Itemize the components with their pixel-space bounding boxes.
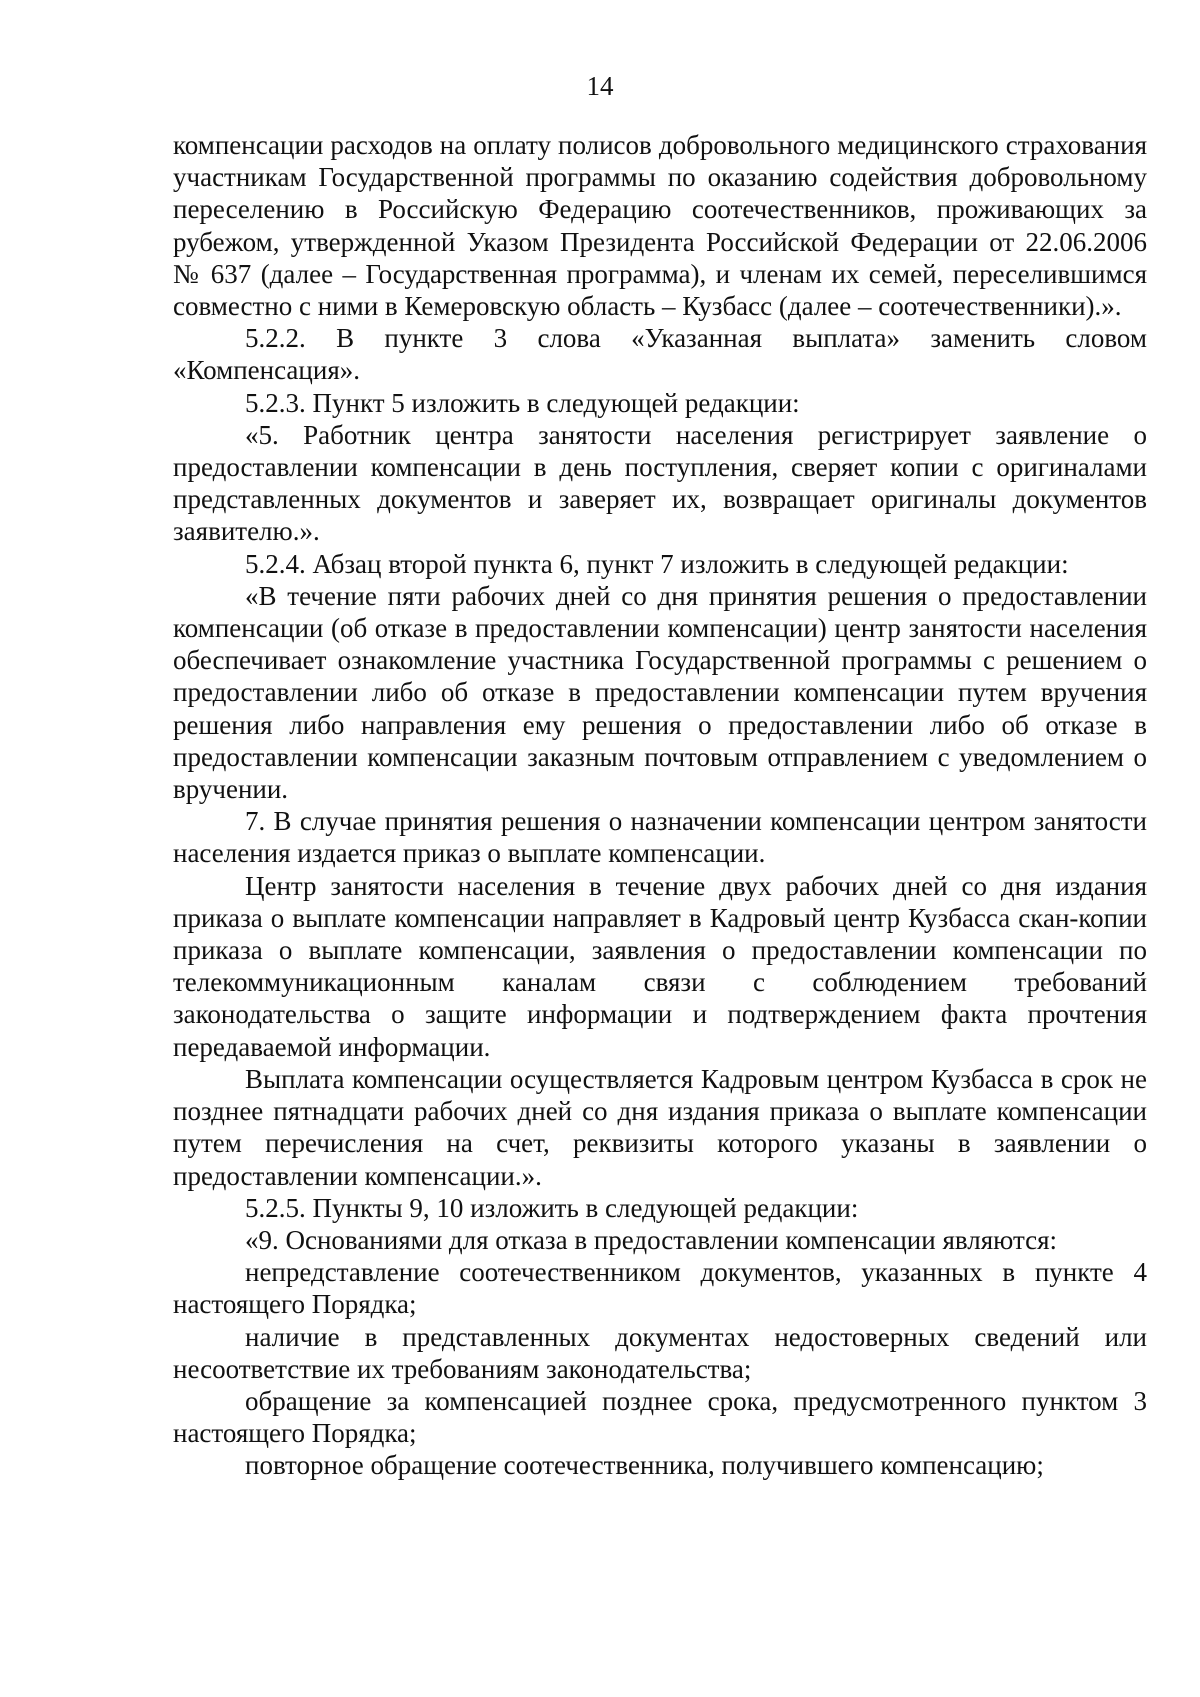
- paragraph-15: повторное обращение соотечественника, получившего компенсацию;: [245, 1450, 1044, 1481]
- paragraph-8: Центр занятости населения в течение двух рабочих дней со дня издания приказа о выплате компенсации направляет в Кадровый центр Кузбасса скан-копии приказа о выплате компенсации, заявления о предоставлении компенсации по телекоммуникационным каналам связи с соблюдением требований законодательства о защите информации и подтверждением факта прочтения передаваемой информации.: [173, 870, 1147, 1062]
- paragraph-1: компенсации расходов на оплату полисов добровольного медицинского страхования участникам Государственной программы по оказанию содействия добровольному переселению в Российскую Федерацию соотечественников, проживающих за рубежом, утвержденной Указом Президента Российской Федерации от 22.06.2006 № 637 (далее – Государственная программа), и членам их семей, переселившимся совместно с ними в Кемеровскую область – Кузбасс (далее – соотечественники).».: [173, 130, 1147, 322]
- paragraph-3: 5.2.3. Пункт 5 изложить в следующей редакции:: [245, 387, 800, 418]
- paragraph-7: 7. В случае принятия решения о назначении компенсации центром занятости населения издается приказ о выплате компенсации.: [173, 806, 1147, 869]
- paragraph-4: «5. Работник центра занятости населения регистрирует заявление о предоставлении компенсации в день поступления, сверяет копии с оригиналами представленных документов и заверяет их, возвращает оригиналы документов заявителю.».: [173, 419, 1147, 547]
- paragraph-12: непредставление соотечественником документов, указанных в пункте 4 настоящего Порядка;: [173, 1257, 1147, 1320]
- paragraph-6: «В течение пяти рабочих дней со дня принятия решения о предоставлении компенсации (об отказе в предоставлении компенсации) центр занятости населения обеспечивает ознакомление участника Государственной программы с решением о предоставлении либо об отказе в предоставлении компенсации путем вручения решения либо направления ему решения о предоставлении либо об отказе в предоставлении компенсации заказным почтовым отправлением с уведомлением о вручении.: [173, 580, 1147, 805]
- paragraph-5: 5.2.4. Абзац второй пункта 6, пункт 7 изложить в следующей редакции:: [245, 548, 1069, 579]
- paragraph-2: 5.2.2. В пункте 3 слова «Указанная выплата» заменить словом «Компенсация».: [173, 323, 1147, 386]
- paragraph-13: наличие в представленных документах недостоверных сведений или несоответствие их требованиям законодательства;: [173, 1321, 1147, 1384]
- document-body: [173, 129, 1147, 1482]
- page-number: 14: [586, 71, 614, 101]
- paragraph-11: «9. Основаниями для отказа в предоставлении компенсации являются:: [245, 1224, 1058, 1255]
- paragraph-10: 5.2.5. Пункты 9, 10 изложить в следующей редакции:: [245, 1192, 859, 1223]
- paragraph-14: обращение за компенсацией позднее срока, предусмотренного пунктом 3 настоящего Порядка;: [173, 1385, 1147, 1449]
- paragraph-9: Выплата компенсации осуществляется Кадровым центром Кузбасса в срок не позднее пятнадцати рабочих дней со дня издания приказа о выплате компенсации путем перечисления на счет, реквизиты которого указаны в заявлении о предоставлении компенсации.».: [173, 1063, 1147, 1191]
